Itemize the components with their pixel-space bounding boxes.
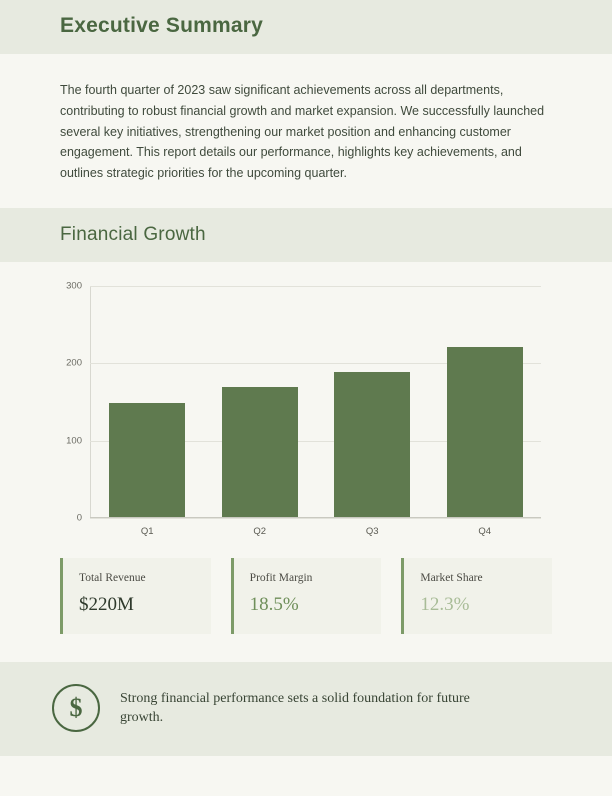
section-title-financial-growth: Financial Growth xyxy=(60,223,206,245)
metric-label: Market Share xyxy=(420,571,483,584)
callout-banner xyxy=(0,662,612,756)
x-axis-tick-label: Q1 xyxy=(140,525,154,537)
financial-growth-chart xyxy=(0,262,612,537)
gridline xyxy=(76,512,541,524)
metric-label: Total Revenue xyxy=(79,571,146,584)
x-axis-tick-label: Q3 xyxy=(365,525,379,537)
dollar-sign-icon: $ xyxy=(52,684,100,732)
y-axis-tick-label: 100 xyxy=(66,435,82,447)
metric-card-list xyxy=(0,524,612,634)
y-axis-tick-label: 0 xyxy=(76,512,82,524)
bar-column xyxy=(91,286,204,537)
bar xyxy=(109,403,185,517)
bar-column xyxy=(429,286,542,537)
x-axis-tick-label: Q4 xyxy=(478,525,492,537)
financial-growth-header xyxy=(0,208,612,262)
bar-column xyxy=(204,286,317,537)
y-axis-tick-label: 300 xyxy=(66,280,82,292)
metric-card xyxy=(401,558,552,634)
metric-value: $220M xyxy=(79,593,134,615)
bar xyxy=(222,387,298,517)
bar-series xyxy=(91,286,541,537)
bar xyxy=(447,347,523,517)
x-axis-tick-label: Q2 xyxy=(253,525,267,537)
metric-value: 18.5% xyxy=(249,593,299,615)
metric-label: Profit Margin xyxy=(249,571,313,584)
callout-text: Strong financial performance sets a solid foundation for future growth. xyxy=(120,690,470,725)
page-footer-space xyxy=(0,756,612,796)
y-axis-tick-label: 200 xyxy=(66,357,82,369)
executive-summary-header xyxy=(0,0,612,54)
executive-summary-body xyxy=(0,54,612,208)
bar xyxy=(334,372,410,517)
bar-column xyxy=(316,286,429,537)
metric-card xyxy=(60,558,211,634)
metric-card xyxy=(231,558,382,634)
bar-chart-plot-area xyxy=(66,280,550,537)
summary-paragraph: The fourth quarter of 2023 saw significant achievements across all departments, contributing to robust financial growth and market expansion. We successfully launched several key initiatives, strengthening our market position and enhancing customer engagement. This report details our performance, highlights key achievements, and outlines strategic priorities for the upcoming quarter. xyxy=(60,83,545,181)
page-title: Executive Summary xyxy=(60,14,264,37)
metric-value: 12.3% xyxy=(420,593,470,615)
